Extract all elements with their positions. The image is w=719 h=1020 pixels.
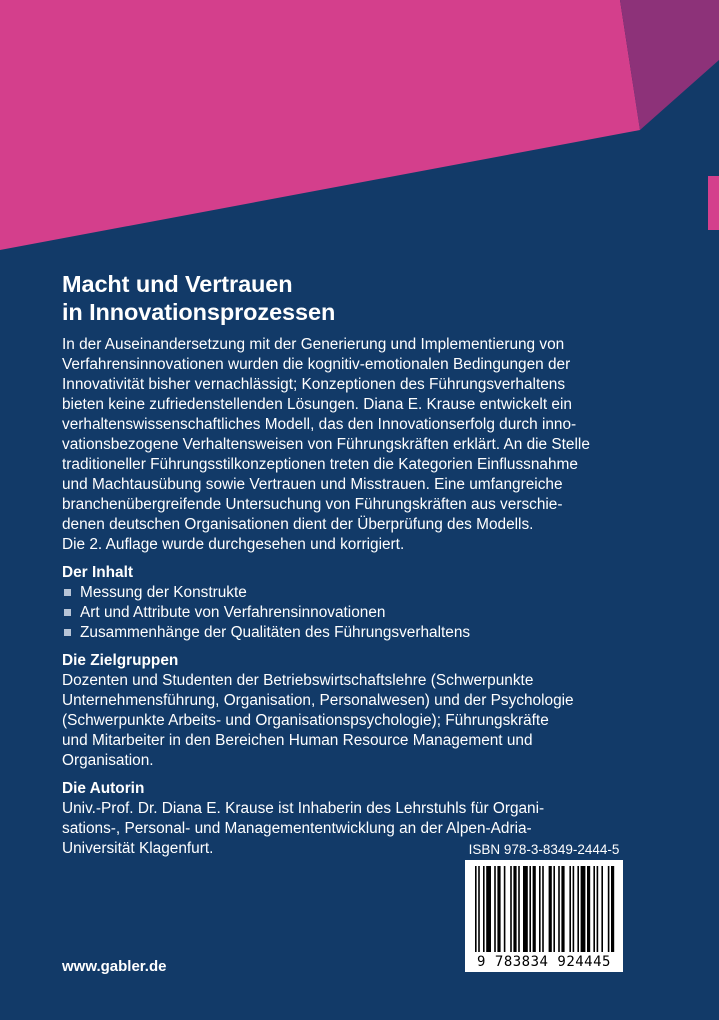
zielgruppen-line: (Schwerpunkte Arbeits- und Organisationspsychologie); Führungskräfte bbox=[62, 712, 549, 729]
barcode-bar bbox=[558, 866, 560, 952]
barcode-bar bbox=[611, 866, 614, 952]
barcode-bar bbox=[569, 866, 571, 952]
barcode-bar bbox=[497, 866, 500, 952]
barcode-bar bbox=[608, 866, 610, 952]
intro-line: bieten keine zufriedenstellenden Lösungen. Diana E. Krause entwickelt ein bbox=[62, 396, 572, 413]
barcode-bar bbox=[577, 866, 579, 952]
intro-line: branchenübergreifende Untersuchung von Führungskräften aus verschie- bbox=[62, 496, 563, 513]
barcode-bar bbox=[597, 866, 599, 952]
intro-line: denen deutschen Organisationen dient der Überprüfung des Modells. bbox=[62, 516, 534, 533]
barcode bbox=[465, 860, 623, 972]
zielgruppen-heading: Die Zielgruppen bbox=[62, 652, 179, 669]
autorin-line: sations-, Personal- und Managemententwicklung an der Alpen-Adria- bbox=[62, 820, 532, 837]
barcode-bar bbox=[533, 866, 536, 952]
back-cover-text bbox=[62, 270, 622, 859]
intro-line: und Machtausübung sowie Vertrauen und Misstrauen. Eine umfangreiche bbox=[62, 476, 563, 493]
barcode-bar bbox=[513, 866, 516, 952]
autorin-line: Univ.-Prof. Dr. Diana E. Krause ist Inhaberin des Lehrstuhls für Organi- bbox=[62, 800, 545, 817]
barcode-bar bbox=[542, 866, 544, 952]
intro-line: Innovativität bisher vernachlässigt; Konzeptionen des Führungsverhaltens bbox=[62, 376, 566, 393]
list-item bbox=[62, 583, 622, 603]
barcode-bar bbox=[581, 866, 586, 952]
barcode-bar bbox=[494, 866, 496, 952]
barcode-bar bbox=[483, 866, 485, 952]
barcode-bar bbox=[593, 866, 595, 952]
zielgruppen-line: Dozenten und Studenten der Betriebswirtschaftslehre (Schwerpunkte bbox=[62, 672, 534, 689]
barcode-bar bbox=[475, 866, 477, 952]
zielgruppen-paragraph bbox=[62, 671, 622, 771]
barcode-bar bbox=[486, 866, 491, 952]
zielgruppen-line: Unternehmensführung, Organisation, Personalwesen) und der Psychologie bbox=[62, 692, 574, 709]
intro-line: Verfahrensinnovationen wurden die kognitiv-emotionalen Bedingungen der bbox=[62, 356, 571, 373]
barcode-bar bbox=[504, 866, 506, 952]
publisher-website: www.gabler.de bbox=[62, 958, 167, 975]
autorin-line: Universität Klagenfurt. bbox=[62, 840, 214, 857]
list-item bbox=[62, 623, 622, 643]
intro-line: In der Auseinandersetzung mit der Generierung und Implementierung von bbox=[62, 336, 565, 353]
intro-paragraph bbox=[62, 335, 622, 555]
intro-line: Die 2. Auflage wurde durchgesehen und korrigiert. bbox=[62, 536, 405, 553]
inhalt-list bbox=[62, 583, 622, 643]
barcode-bar bbox=[549, 866, 552, 952]
zielgruppen-line: Organisation. bbox=[62, 752, 154, 769]
book-title bbox=[62, 270, 622, 326]
barcode-bar bbox=[510, 866, 512, 952]
barcode-bar bbox=[539, 866, 541, 952]
list-item-text: Zusammenhänge der Qualitäten des Führungsverhaltens bbox=[80, 624, 471, 641]
list-item-text: Art und Attribute von Verfahrensinnovationen bbox=[80, 604, 386, 621]
barcode-bar bbox=[573, 866, 575, 952]
title-line-2: in Innovationsprozessen bbox=[62, 299, 336, 325]
zielgruppen-line: und Mitarbeiter in den Bereichen Human Resource Management und bbox=[62, 732, 533, 749]
barcode-bar bbox=[523, 866, 528, 952]
list-item-text: Messung der Konstrukte bbox=[80, 584, 247, 601]
pink-edge-mark bbox=[708, 176, 719, 230]
bullet-square-icon bbox=[64, 609, 71, 616]
barcode-bar bbox=[553, 866, 555, 952]
autorin-heading: Die Autorin bbox=[62, 780, 145, 797]
barcode-bar bbox=[518, 866, 520, 952]
barcode-bar bbox=[561, 866, 564, 952]
isbn-label: ISBN 978-3-8349-2444-5 bbox=[468, 842, 620, 857]
intro-line: vationsbezogene Verhaltensweisen von Führungskräften erklärt. An die Stelle bbox=[62, 436, 590, 453]
bullet-square-icon bbox=[64, 589, 71, 596]
title-line-1: Macht und Vertrauen bbox=[62, 271, 293, 297]
bullet-square-icon bbox=[64, 629, 71, 636]
intro-line: verhaltenswissenschaftliches Modell, das den Innovationserfolg durch inno- bbox=[62, 416, 577, 433]
barcode-bar bbox=[478, 866, 480, 952]
barcode-bar bbox=[601, 866, 603, 952]
inhalt-heading: Der Inhalt bbox=[62, 564, 133, 581]
list-item bbox=[62, 603, 622, 623]
barcode-bar bbox=[587, 866, 590, 952]
barcode-bar bbox=[529, 866, 531, 952]
barcode-digits: 9 783834 924445 bbox=[477, 954, 611, 970]
intro-line: traditioneller Führungsstilkonzeptionen treten die Kategorien Einflussnahme bbox=[62, 456, 578, 473]
